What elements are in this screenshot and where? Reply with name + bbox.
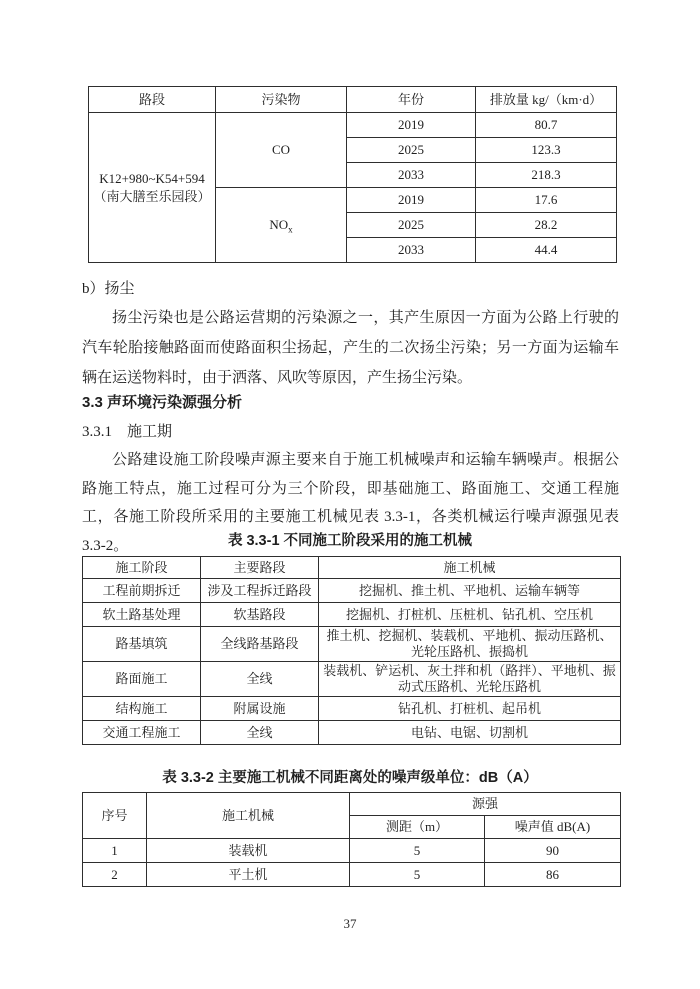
- col-header-road: 路段: [89, 87, 216, 113]
- machinery-cell: 推土机、挖掘机、装载机、平地机、振动压路机、光轮压路机、振捣机: [319, 627, 621, 662]
- col-header-noise: 噪声值 dB(A): [485, 816, 621, 839]
- stage-cell: 交通工程施工: [83, 721, 201, 745]
- table-row: [83, 697, 621, 721]
- machinery-cell: 装载机、铲运机、灰土拌和机（路拌）、平地机、振动式压路机、光轮压路机: [319, 662, 621, 697]
- year-cell: 2033: [347, 238, 476, 263]
- section-heading-3-3-1: 3.3.1 施工期: [82, 424, 173, 440]
- table-row: [83, 662, 621, 697]
- noise-cell: 90: [485, 839, 621, 863]
- col-header-pollutant: 污染物: [216, 87, 347, 113]
- dust-paragraph: 扬尘污染也是公路运营期的污染源之一，其产生原因一方面为公路上行驶的汽车轮胎接触路面而使路面积尘扬起，产生的二次扬尘污染；另一方面为运输车辆在运送物料时，由于洒落、风吹等原因，产生扬尘污染。: [82, 310, 619, 386]
- section-cell: 全线路基路段: [201, 627, 319, 662]
- noise-table: [82, 792, 621, 887]
- year-cell: 2033: [347, 163, 476, 188]
- col-header-source: 源强: [350, 793, 621, 816]
- section-cell: 软基路段: [201, 603, 319, 627]
- value-cell: 44.4: [476, 238, 617, 263]
- emissions-table-header-row: [89, 87, 617, 113]
- machinery-table-header-row: [83, 557, 621, 579]
- table-row: [83, 839, 621, 863]
- section-cell: 涉及工程拆迁路段: [201, 579, 319, 603]
- road-section-cell: K12+980~K54+594（南大膳至乐园段）: [89, 113, 216, 263]
- value-cell: 123.3: [476, 138, 617, 163]
- machinery-cell: 钻孔机、打桩机、起吊机: [319, 697, 621, 721]
- construction-noise-paragraph: 公路建设施工阶段噪声源主要来自于施工机械噪声和运输车辆噪声。根据公路施工特点，施工过程可分为三个阶段，即基础施工、路面施工、交通工程施工，各施工阶段所采用的主要施工机械见表 3.3-1，各类机械运行噪声源强见表 3.3-2。: [82, 452, 619, 554]
- pollutant-co-cell: CO: [216, 113, 347, 188]
- table-row: [83, 721, 621, 745]
- machinery-cell: 挖掘机、打桩机、压桩机、钻孔机、空压机: [319, 603, 621, 627]
- distance-cell: 5: [350, 863, 485, 887]
- table-row: [83, 603, 621, 627]
- section-cell: 附属设施: [201, 697, 319, 721]
- value-cell: 80.7: [476, 113, 617, 138]
- noise-table-title: 表 3.3-2 主要施工机械不同距离处的噪声级单位：dB（A）: [162, 770, 538, 786]
- value-cell: 218.3: [476, 163, 617, 188]
- nox-subscript: x: [288, 224, 293, 235]
- machinery-cell: 电钻、电锯、切割机: [319, 721, 621, 745]
- pollutant-nox-cell: $NO_x$: [216, 188, 347, 263]
- distance-cell: 5: [350, 839, 485, 863]
- table-row: [89, 113, 617, 138]
- col-header-distance: 测距（m）: [350, 816, 485, 839]
- dust-heading: b）扬尘: [82, 281, 135, 297]
- table-row: [83, 863, 621, 887]
- year-cell: 2019: [347, 188, 476, 213]
- table-row: [83, 627, 621, 662]
- page-number: 37: [343, 916, 357, 931]
- col-header-stage: 施工阶段: [83, 557, 201, 579]
- col-header-year: 年份: [347, 87, 476, 113]
- col-header-machine: 施工机械: [147, 793, 350, 839]
- value-cell: 17.6: [476, 188, 617, 213]
- year-cell: 2025: [347, 213, 476, 238]
- stage-cell: 路面施工: [83, 662, 201, 697]
- col-header-index: 序号: [83, 793, 147, 839]
- value-cell: 28.2: [476, 213, 617, 238]
- machine-cell: 装载机: [147, 839, 350, 863]
- stage-cell: 路基填筑: [83, 627, 201, 662]
- table-row: [83, 579, 621, 603]
- section-cell: 全线: [201, 662, 319, 697]
- machine-cell: 平土机: [147, 863, 350, 887]
- col-header-machinery: 施工机械: [319, 557, 621, 579]
- section-cell: 全线: [201, 721, 319, 745]
- stage-cell: 软土路基处理: [83, 603, 201, 627]
- section-heading-3-3: 3.3 声环境污染源强分析: [82, 394, 243, 411]
- emissions-table: [88, 86, 617, 263]
- index-cell: 1: [83, 839, 147, 863]
- index-cell: 2: [83, 863, 147, 887]
- stage-cell: 结构施工: [83, 697, 201, 721]
- noise-cell: 86: [485, 863, 621, 887]
- machinery-cell: 挖掘机、推土机、平地机、运输车辆等: [319, 579, 621, 603]
- year-cell: 2019: [347, 113, 476, 138]
- machinery-table-title: 表 3.3-1 不同施工阶段采用的施工机械: [227, 533, 473, 549]
- year-cell: 2025: [347, 138, 476, 163]
- col-header-section: 主要路段: [201, 557, 319, 579]
- machinery-table: [82, 556, 621, 745]
- noise-table-header-row-1: [83, 793, 621, 816]
- stage-cell: 工程前期拆迁: [83, 579, 201, 603]
- col-header-emission: 排放量 kg/（km·d）: [476, 87, 617, 113]
